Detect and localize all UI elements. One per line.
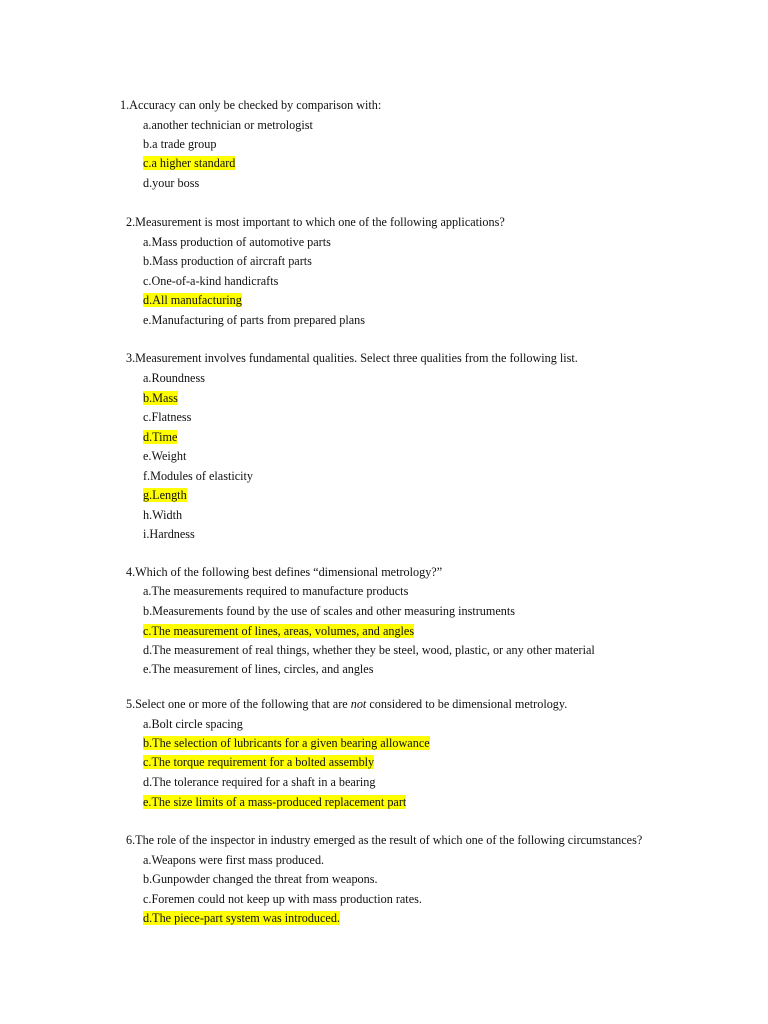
q2-option-b: b.Mass production of aircraft parts — [143, 254, 312, 268]
emphasis-not: not — [350, 697, 367, 711]
q3-option-b: b.Mass — [143, 391, 178, 405]
q1-option-c: c.a higher standard — [143, 156, 236, 170]
q3-option-f: f.Modules of elasticity — [143, 469, 254, 483]
q2-option-a: a.Mass production of automotive parts — [143, 235, 331, 249]
q2-option-d: d.All manufacturing — [143, 293, 242, 307]
question-4-text: 4.Which of the following best defines “dimensional metrology?” — [126, 565, 443, 579]
question-3-text: 3.Measurement involves fundamental qualities. Select three qualities from the following list. — [126, 351, 578, 365]
q3-option-a: a.Roundness — [143, 371, 205, 385]
q3-option-d: d.Time — [143, 430, 178, 444]
q4-option-b: b.Measurements found by the use of scales and other measuring instruments — [143, 604, 515, 618]
q1-option-d: d.your boss — [143, 176, 200, 190]
q5-option-e: e.The size limits of a mass-produced replacement part — [143, 795, 407, 809]
q3-option-c: c.Flatness — [143, 410, 192, 424]
q4-option-a: a.The measurements required to manufacture products — [143, 584, 409, 598]
q6-option-c: c.Foremen could not keep up with mass production rates. — [143, 892, 422, 906]
q6-option-a: a.Weapons were first mass produced. — [143, 853, 325, 867]
q3-option-e: e.Weight — [143, 449, 187, 463]
q5-option-c: c.The torque requirement for a bolted assembly — [143, 755, 375, 769]
question-6-text: 6.The role of the inspector in industry emerged as the result of which one of the following circumstances? — [126, 833, 643, 847]
q6-option-b: b.Gunpowder changed the threat from weapons. — [143, 872, 378, 886]
q4-option-c: c.The measurement of lines, areas, volumes, and angles — [143, 624, 415, 638]
q1-option-b: b.a trade group — [143, 137, 217, 151]
q5-option-a: a.Bolt circle spacing — [143, 717, 243, 731]
q3-option-g: g.Length — [143, 488, 187, 502]
question-5-text: 5.Select one or more of the following that are not considered to be dimensional metrology. — [126, 697, 568, 711]
question-1-text: 1.Accuracy can only be checked by comparison with: — [120, 98, 382, 112]
q4-option-d: d.The measurement of real things, whether they be steel, wood, plastic, or any other material — [143, 643, 595, 657]
q3-option-h: h.Width — [143, 508, 183, 522]
q5-option-b: b.The selection of lubricants for a given bearing allowance — [143, 736, 430, 750]
q5-option-d: d.The tolerance required for a shaft in a bearing — [143, 775, 376, 789]
q4-option-e: e.The measurement of lines, circles, and angles — [143, 662, 374, 676]
q2-option-e: e.Manufacturing of parts from prepared plans — [143, 313, 365, 327]
q3-option-i: i.Hardness — [143, 527, 195, 541]
q1-option-a: a.another technician or metrologist — [143, 118, 313, 132]
q6-option-d: d.The piece-part system was introduced. — [143, 911, 340, 925]
q2-option-c: c.One-of-a-kind handicrafts — [143, 274, 279, 288]
question-2-text: 2.Measurement is most important to which one of the following applications? — [126, 215, 505, 229]
